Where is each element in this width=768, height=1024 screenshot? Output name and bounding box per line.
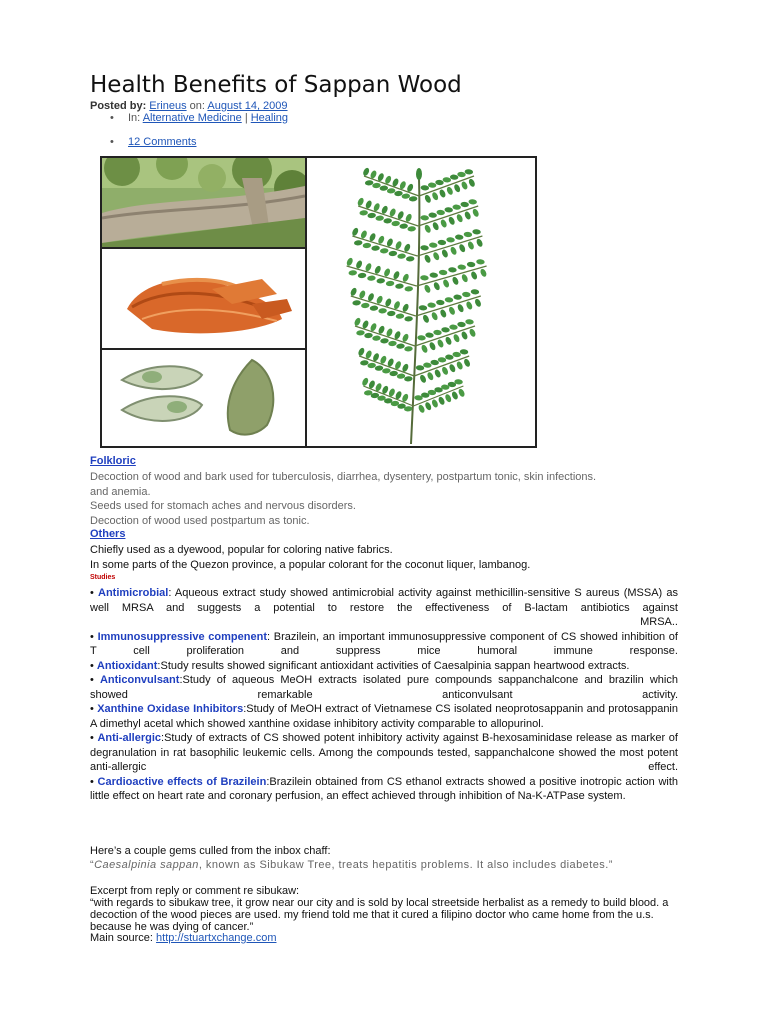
leaflet [358, 290, 366, 300]
leaflet [378, 308, 387, 314]
bullet-icon: • [110, 112, 114, 124]
leaflet [471, 289, 480, 295]
leaflet [433, 330, 442, 336]
leaflet [470, 271, 478, 281]
studies-list [90, 586, 678, 804]
leaflet [406, 256, 415, 262]
study-term: Xanthine Oxidase Inhibitors [97, 703, 244, 715]
study-text: : Brazilein, an important immunosuppressive component of CS showed inhibition of T cell proliferation and suppress mice humoral immune [90, 630, 678, 657]
leaflet [464, 169, 473, 175]
excerpt-text: “with regards to sibukaw tree, it grow near our city and is sold by local streetside herbalist as a remedy to build blood. a decoction of the wood pieces are used. my friend told me that it cured a filipino doctor who came home from the u.s. because he was dying of cancer.” [90, 897, 669, 933]
leaflet [382, 368, 391, 374]
leaflet [397, 373, 406, 379]
study-term: Antioxidant [96, 659, 158, 672]
quote-species: Caesalpinia sappan [94, 859, 199, 871]
leaflet [367, 292, 375, 302]
seed-pod-photo [102, 350, 305, 446]
leaflet [468, 328, 476, 338]
leaflet [453, 294, 462, 300]
leaflet [431, 311, 439, 321]
study-text: :Study of aqueous MeOH extracts isolated pure compounds sappanchalcone and brazilin which showed remarkable anticonvulsant [90, 674, 678, 701]
leaflet [441, 249, 449, 259]
leaflet [384, 298, 392, 308]
study-item: • Immunosuppressive compenent: Brazilein, an important immunosuppressive component of CS showed inhibition of T cell proliferation and suppress mice humoral immune response. [90, 630, 678, 657]
study-item: • Cardioactive effects of Brazilein:Brazilein obtained from CS ethanol extracts showed a positive inotropic action with little effect on heart rate and coronary perfusion, an effect achieved through inhibition of Na-K-ATPase system. [90, 775, 679, 802]
leaflet [402, 303, 410, 313]
study-text: :Study results showed significant antioxidant activities of Caesalpinia sappan heartwood extracts. [157, 659, 630, 672]
leaflet [444, 207, 453, 213]
leaflet [439, 309, 447, 319]
leaflet [361, 377, 369, 387]
leaflet [464, 211, 472, 221]
leaflet [370, 305, 379, 311]
leaflet [441, 327, 450, 333]
leaflet [388, 251, 397, 257]
leaflet [446, 237, 455, 243]
study-text-end: effect. [648, 761, 678, 773]
leaflet [450, 174, 459, 180]
others-heading: Others [90, 528, 126, 540]
comments-link[interactable]: 12 Comments [128, 136, 197, 148]
leaflet [457, 172, 466, 178]
leaflet [386, 238, 394, 248]
leaflet [475, 238, 483, 248]
leaflet [346, 257, 354, 267]
text-line: Decoction of wood and bark used for tuberculosis, diarrhea, dysentery, postpartum tonic, skin infections. [90, 471, 597, 483]
leaflet [431, 399, 439, 409]
leaflet [358, 273, 367, 279]
leaflet [351, 227, 359, 237]
leaflet [419, 374, 427, 384]
leaflet [399, 223, 408, 229]
leaflet [472, 229, 481, 235]
leaflet [388, 341, 397, 347]
leaflet [455, 234, 464, 240]
leaflet [428, 212, 437, 218]
text-line: Decoction of wood used postpartum as tonic. [90, 514, 310, 527]
leaflet [462, 292, 471, 298]
study-term: Anticonvulsant [99, 674, 180, 686]
excerpt-label: Excerpt from reply or comment re sibukaw: [90, 885, 300, 897]
leaflet [350, 287, 358, 297]
leaflet [435, 180, 444, 186]
leaflet [375, 215, 384, 221]
hepatitis-quote [90, 858, 678, 873]
leaflet [397, 253, 406, 259]
study-item: • Antimicrobial: Aqueous extract study showed antimicrobial activity against methicillin-sensitive S aureus (MSSA) as well MRSA and suggests a potential to restore the effectiveness of B-lactam antibiotics against MRSA.. [90, 587, 678, 628]
leaflet [460, 202, 469, 208]
leaflet [368, 232, 376, 242]
post-meta [90, 100, 288, 112]
leaflet [404, 376, 413, 382]
study-item: • Xanthine Oxidase Inhibitors:Study of MeOH extract of Vietnamese CS isolated neoprotosappanin and protosappanin A dimethyl acetal which showed xanthine oxidase inhibitory activity comparable to allopurinol. [90, 703, 678, 730]
comments-line [90, 136, 196, 148]
leaflet [372, 335, 381, 341]
leaflet [356, 330, 365, 336]
leaflet [355, 260, 363, 270]
leaflet [425, 332, 434, 338]
leaflet [354, 240, 363, 246]
study-term: Anti-allergic [97, 732, 162, 744]
leaflet [463, 232, 472, 238]
leaflet [434, 369, 442, 379]
study-text-end: response. [629, 645, 678, 657]
leaflet [416, 168, 422, 180]
study-item: • Anti-allergic:Study of extracts of CS showed potent inhibitory activity against B-hexosaminidase release as marker of degranulation in rat basophilic leukemic cells. Among the compounds tested, sappanchalcone showed the most potent anti-allergic effect. [90, 732, 678, 773]
leaflet [474, 298, 482, 308]
leaflet [456, 361, 464, 371]
leaflet [348, 270, 357, 276]
leaflet [353, 317, 361, 327]
leaflet [460, 349, 469, 355]
leaflet [465, 301, 473, 311]
leaflet [379, 185, 388, 191]
leaflet [448, 306, 456, 316]
tree-trunk-photo [102, 158, 305, 247]
leaflet [423, 254, 431, 264]
source-label: Main source: [90, 932, 153, 944]
leaflet [449, 246, 457, 256]
leaflet [457, 388, 465, 398]
leaflet [391, 221, 400, 227]
leaflet [367, 363, 376, 369]
leaflet [420, 344, 428, 354]
leaflet [428, 182, 437, 188]
leaflet [428, 341, 436, 351]
leaflet [467, 241, 475, 251]
leaflet [460, 181, 468, 191]
study-term: Cardioactive effects of Brazilein [97, 775, 267, 788]
leaflet [423, 284, 431, 294]
leaflet [371, 245, 380, 251]
leaflet [364, 333, 373, 339]
leaflet [404, 316, 413, 322]
leaflet [445, 297, 454, 303]
date-link[interactable]: August 14, 2009 [207, 100, 288, 112]
text-line: Seeds used for stomach aches and nervous disorders. [90, 500, 356, 512]
leaflet [451, 276, 459, 286]
category-healing-link[interactable]: Healing [250, 112, 289, 124]
quote-open: “ [90, 859, 95, 871]
study-text: : Aqueous extract study showed antimicrobial activity against methicillin-sensitive S aureus (MSSA) as well MRSA and suggests a potential to restore the effectiveness of B-lactam antibiotics against [90, 587, 678, 614]
leaflet [460, 331, 468, 341]
leaflet [422, 314, 430, 324]
leaflet [432, 221, 440, 231]
leaflet [357, 197, 365, 207]
leaflet [436, 300, 445, 306]
leaflet [362, 243, 371, 249]
leaflet [461, 273, 469, 283]
leaflet [465, 319, 474, 325]
leaflet [438, 357, 447, 363]
leaflet [452, 333, 460, 343]
leaflet [437, 240, 446, 246]
study-item: • Anticonvulsant:Study of aqueous MeOH extracts isolated pure compounds sappanchalcone and brazilin which showed remarkable anticonvulsant activity. [90, 674, 678, 701]
leaflet [468, 178, 476, 188]
leaflet [396, 313, 405, 319]
leaflet [374, 265, 382, 275]
leaflet [437, 396, 445, 406]
category-line [90, 112, 288, 124]
leaflet [393, 300, 401, 310]
figure-divider [102, 247, 305, 249]
quote-rest: , known as Sibukaw Tree, treats hepatitis problems. It also includes diabetes.” [198, 859, 613, 871]
leaflet [403, 243, 411, 253]
leaflet [423, 362, 432, 368]
leaflet [394, 191, 403, 197]
leaflet [352, 300, 361, 306]
leaflet [417, 404, 425, 414]
leaflet [442, 177, 451, 183]
main-source [90, 931, 678, 946]
leaflet [383, 268, 391, 278]
leaflet [436, 210, 445, 216]
leaflet [404, 286, 413, 292]
figure-divider [102, 348, 305, 350]
leaflet [360, 230, 368, 240]
leaflet [476, 259, 485, 265]
leaflet [458, 243, 466, 253]
category-separator: | [244, 112, 248, 124]
leaflet [362, 167, 370, 177]
leaflet [448, 363, 456, 373]
leaflet [436, 339, 444, 349]
leaflet [446, 186, 454, 196]
leaflet [439, 270, 448, 276]
leaflet [389, 371, 398, 377]
leaflet [424, 224, 432, 234]
study-text: :Study of extracts of CS showed potent inhibitory activity against B-hexosaminidase release as marker of degranulation in rat basophilic leukemic cells. Among the compounds tested, sappanchalcone showed the most potent anti-allergic [90, 732, 678, 773]
leaflet [420, 185, 429, 191]
study-term: Immunosuppressive compenent [97, 630, 267, 643]
leaflet [386, 281, 395, 287]
leaflet [387, 311, 396, 317]
folkloric-text [90, 470, 678, 528]
leaflet [457, 322, 466, 328]
leaflet [453, 183, 461, 193]
leaflet [420, 245, 429, 251]
leaflet [433, 281, 441, 291]
leaflet [457, 264, 466, 270]
leaflet [430, 360, 439, 366]
leaflet [383, 218, 392, 224]
posted-by-label: Posted by: [90, 100, 147, 112]
leaflet [440, 219, 448, 229]
leaflet [472, 208, 480, 218]
text-line: and anemia. [90, 485, 151, 498]
leaf-branch-illustration [307, 158, 535, 446]
folkloric-heading: Folkloric [90, 455, 136, 467]
leaflet [468, 199, 477, 205]
leaflet [367, 275, 376, 281]
leaflet [376, 295, 384, 305]
category-alternative-medicine-link[interactable]: Alternative Medicine [142, 112, 242, 124]
leaflet [380, 338, 389, 344]
leaflet [380, 248, 389, 254]
leaflet [359, 210, 368, 216]
leaflet [409, 196, 418, 202]
leaflet [457, 303, 465, 313]
leaflet [416, 365, 425, 371]
leaflet [438, 189, 446, 199]
leaflet [365, 180, 374, 186]
leaflet [427, 302, 436, 308]
leaflet [426, 371, 434, 381]
bullet-icon: • [110, 136, 114, 148]
leaflet [452, 352, 461, 358]
study-text: :Brazilein obtained from CS ethanol extracts showed a positive inotropic action with little effect on heart rate and coronary perfusion, an effect achieved through inhibition of Na-K-ATPase system. [90, 775, 679, 802]
leaflet [451, 391, 459, 401]
leaflet [424, 401, 432, 411]
study-text: :Study of MeOH extract of Vietnamese CS isolated neoprotosappanin and protosappanin A dimethyl acetal which showed xanthine oxidase inhibitory activity comparable to allopurinol. [90, 703, 678, 730]
leaflet [463, 358, 471, 368]
leaflet [445, 354, 454, 360]
in-label: In: [128, 112, 141, 124]
leaflet [420, 215, 429, 221]
leaflet [375, 365, 384, 371]
leaflet [387, 188, 396, 194]
leaflet [396, 343, 405, 349]
leaflet [392, 270, 400, 280]
leaflet [448, 267, 457, 273]
leaflet [367, 213, 376, 219]
page-title: Health Benefits of Sappan Wood [90, 72, 462, 98]
leaflet [357, 347, 365, 357]
leaflet [404, 346, 413, 352]
author-link[interactable]: Erineus [149, 100, 187, 112]
study-term: Antimicrobial [98, 587, 169, 599]
leaflet [444, 336, 452, 346]
leaflet [467, 262, 476, 268]
leaflet [424, 194, 432, 204]
leaflet [420, 275, 429, 281]
leaflet [376, 278, 385, 284]
leaflet [401, 193, 410, 199]
study-text-end: MRSA.. [640, 616, 678, 628]
leaflet [377, 235, 385, 245]
gems-intro: Here’s a couple gems culled from the inbox chaff: [90, 845, 331, 857]
leaflet [364, 262, 372, 272]
leaflet [429, 272, 438, 278]
leaflet [361, 303, 370, 309]
leaflet [395, 283, 404, 289]
leaflet [402, 273, 410, 283]
on-label: on: [189, 100, 205, 112]
leaflet [432, 251, 440, 261]
leaflet [419, 305, 428, 311]
leaflet [372, 183, 381, 189]
wood-chips-photo [102, 249, 305, 348]
study-text-end: activity. [642, 688, 678, 701]
leaflet [456, 213, 464, 223]
leaflet [429, 242, 438, 248]
sappan-figure [100, 156, 537, 448]
leaflet [442, 279, 450, 289]
studies-heading: Studies [90, 574, 116, 581]
leaflet [449, 324, 458, 330]
text-line: In some parts of the Quezon province, a popular colorant for the coconut liquer, lambanog. [90, 558, 531, 571]
leaflet [407, 226, 416, 232]
leaflet [417, 335, 426, 341]
study-item: • Antioxidant:Study results showed significant antioxidant activities of Caesalpinia sappan heartwood extracts. [90, 659, 630, 672]
leaflet [452, 204, 461, 210]
leaflet [448, 216, 456, 226]
others-text [90, 543, 678, 572]
leaflet [360, 360, 369, 366]
leaflet [431, 191, 439, 201]
text-line: Chiefly used as a dyewood, popular for coloring native fabrics. [90, 544, 393, 556]
leaflet [394, 240, 402, 250]
leaflet [444, 393, 452, 403]
source-link[interactable]: http://stuartxchange.com [156, 932, 277, 944]
leaflet [479, 268, 487, 278]
leaflet [441, 366, 449, 376]
